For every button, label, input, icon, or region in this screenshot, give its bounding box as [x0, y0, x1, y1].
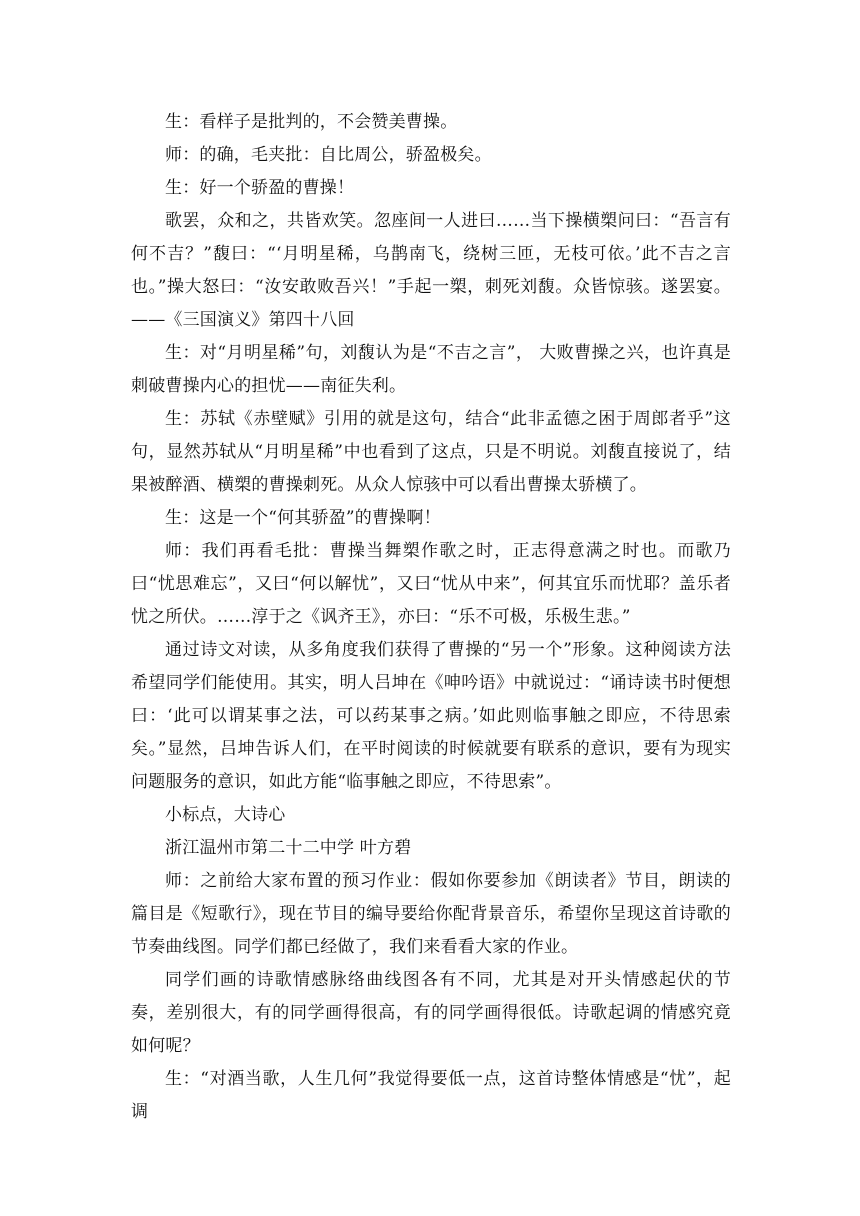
paragraph-sanguo-quote: 歌罢，众和之，共皆欢笑。忽座间一人进曰……当下操横槊问曰：“吾言有何不吉？”馥曰：“‘月明星稀，乌鹊南飞，绕树三匝，无枝可依。’此不吉之言也。”操大怒曰：“汝安敢败吾兴！”手起一槊，刺死刘馥。众皆惊骇。遂罢宴。——《三国演义》第四十八回 — [131, 211, 731, 330]
paragraph-curve-differences: 同学们画的诗歌情感脉络曲线图各有不同，尤其是对开头情感起伏的节奏，差别很大，有的同学画得很高，有的同学画得很低。诗歌起调的情感究竟如何呢？ — [131, 970, 731, 1056]
paragraph-student-how-arrogant: 生：这是一个“何其骄盈”的曹操啊！ — [165, 508, 441, 528]
paragraph-student-opening: 生：“对酒当歌，人生几何”我觉得要低一点，这首诗整体情感是“忧”，起调 — [131, 1069, 731, 1122]
section-title: 小标点，大诗心 — [165, 805, 286, 825]
paragraph-student-sushi: 生：苏轼《赤壁赋》引用的就是这句，结合“此非孟德之困于周郎者乎”这句，显然苏轼从“月明星稀”中也看到了这点，只是不明说。刘馥直接说了，结果被醉酒、横槊的曹操刺死。从众人惊骇中可以看出曹操太骄横了。 — [131, 409, 731, 495]
paragraph-student-liufu: 生：对“月明星稀”句，刘馥认为是“不吉之言”， 大败曹操之兴，也许真是刺破曹操内心的担忧——南征失利。 — [131, 343, 731, 396]
paragraph-teacher-mao-comment: 师：的确，毛夹批：自比周公，骄盈极矣。 — [165, 145, 492, 165]
author-line: 浙江温州市第二十二中学 叶方碧 — [165, 838, 412, 858]
paragraph-reading-method: 通过诗文对读，从多角度我们获得了曹操的“另一个”形象。这种阅读方法希望同学们能使用。其实，明人吕坤在《呻吟语》中就说过：“诵诗读书时便想曰：‘此可以谓某事之法，可以药某事之病。’如此则临事触之即应，不待思索矣。”显然，吕坤告诉人们，在平时阅读的时候就要有联系的意识，要有为现实问题服务的意识，如此方能“临事触之即应，不待思索”。 — [131, 640, 731, 792]
paragraph-student-criticism: 生：看样子是批判的，不会赞美曹操。 — [165, 112, 458, 132]
paragraph-student-arrogant: 生：好一个骄盈的曹操！ — [165, 178, 355, 198]
paragraph-teacher-assignment: 师：之前给大家布置的预习作业：假如你要参加《朗读者》节目，朗读的篇目是《短歌行》，现在节目的编导要给你配背景音乐，希望你呈现这首诗歌的节奏曲线图。同学们都已经做了，我们来看看大家的作业。 — [131, 871, 731, 957]
paragraph-teacher-mao-again: 师：我们再看毛批：曹操当舞槊作歌之时，正志得意满之时也。而歌乃曰“忧思难忘”，又曰“何以解忧”，又曰“忧从中来”，何其宜乐而忧耶？盖乐者忧之所伏。……淳于之《讽齐王》，亦曰：“乐不可极，乐极生悲。” — [131, 541, 731, 627]
document-body — [131, 106, 731, 1129]
